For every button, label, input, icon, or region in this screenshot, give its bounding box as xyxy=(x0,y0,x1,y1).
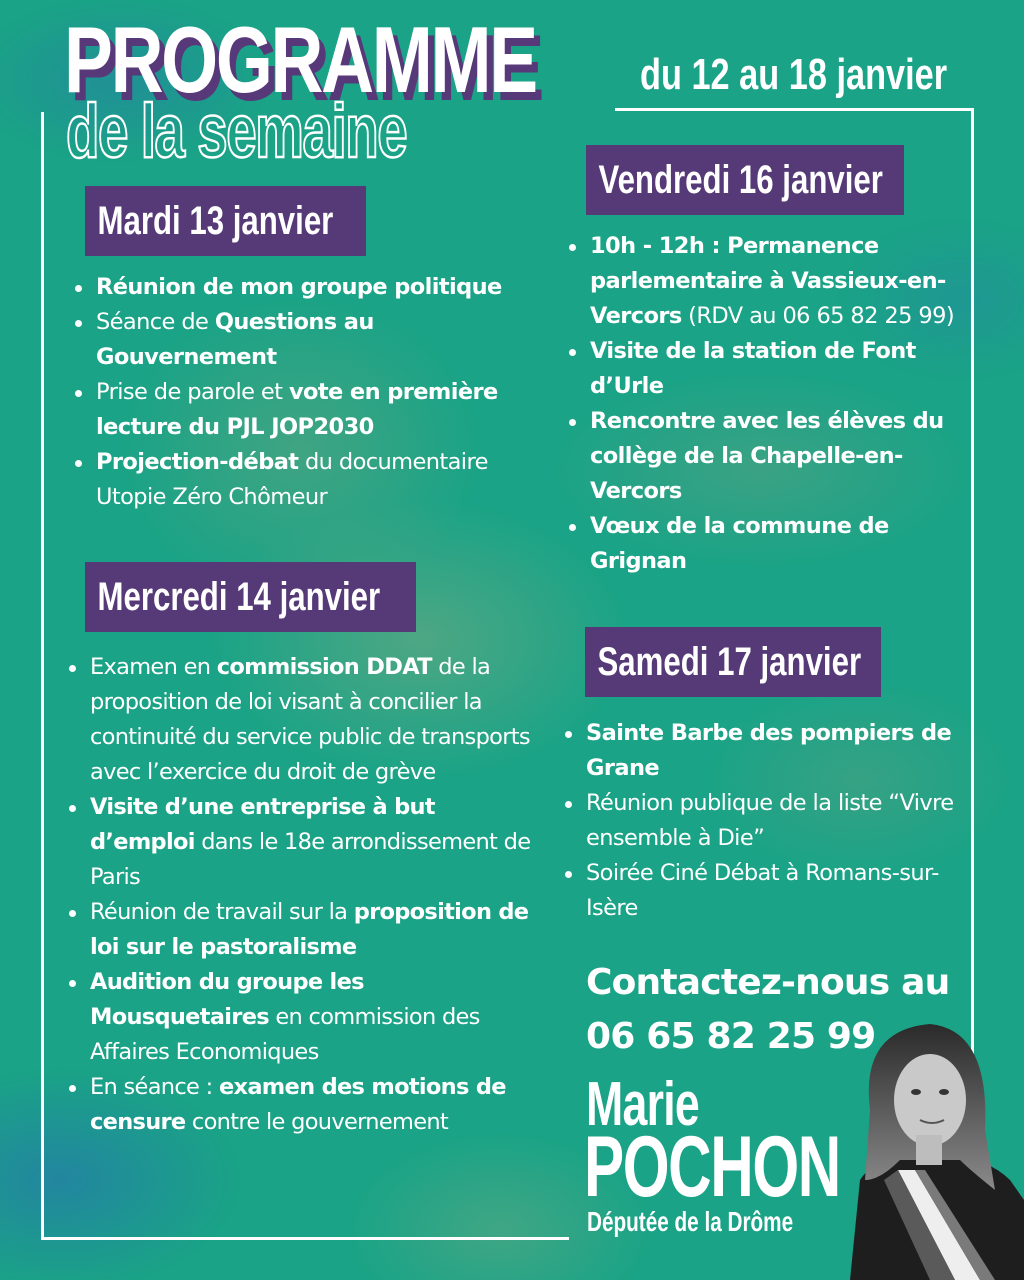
day-header-samedi xyxy=(585,627,881,697)
event-text-bold: examen des motions de censure xyxy=(90,1074,506,1135)
event-text-bold: Rencontre avec les élèves du collège de la Chapelle-en-Vercors xyxy=(590,408,944,504)
event-item xyxy=(70,375,540,445)
event-text: du documentaire Utopie Zéro Chômeur xyxy=(96,449,488,510)
frame-line-top xyxy=(615,108,974,111)
event-item xyxy=(564,509,964,579)
event-list-mardi xyxy=(70,270,540,515)
event-text-bold: Projection-débat xyxy=(96,449,299,475)
event-text: de la proposition de loi visant à concilier la continuité du service public de transports avec l’exercice du droit de grève xyxy=(90,654,530,785)
day-header-vendredi xyxy=(586,145,904,215)
event-text: en commission des Affaires Economiques xyxy=(90,1004,480,1065)
event-text-bold: Questions au Gouvernement xyxy=(96,309,374,370)
event-text: Séance de xyxy=(96,309,215,335)
day-header-mercredi xyxy=(85,562,416,632)
event-text-bold: Sainte Barbe des pompiers de Grane xyxy=(586,720,952,781)
event-text: contre le gouvernement xyxy=(185,1109,449,1135)
contact-label: Contactez-nous au xyxy=(586,962,950,1003)
event-item xyxy=(64,650,544,790)
event-text: Soirée Ciné Débat à Romans-sur-Isère xyxy=(586,860,939,921)
signature-role: Députée de la Drôme xyxy=(587,1206,794,1237)
event-item xyxy=(64,895,544,965)
event-item xyxy=(564,229,964,334)
event-item xyxy=(560,856,960,926)
event-text-bold: proposition de loi sur le pastoralisme xyxy=(90,899,529,960)
event-list-vendredi xyxy=(564,229,964,579)
event-item xyxy=(64,965,544,1070)
event-text-bold: Visite d’une entreprise à but d’emploi xyxy=(90,794,435,855)
event-text: dans le 18e arrondissement de Paris xyxy=(90,829,531,890)
event-item xyxy=(560,716,960,786)
day-header-mardi xyxy=(85,186,366,256)
date-range: du 12 au 18 janvier xyxy=(640,50,948,99)
event-text-bold: Vœux de la commune de Grignan xyxy=(590,513,889,574)
event-text-bold: Réunion de mon groupe politique xyxy=(96,274,502,300)
event-text: Réunion de travail sur la xyxy=(90,899,354,925)
contact-phone: 06 65 82 25 99 xyxy=(586,1016,876,1057)
frame-line-bottom xyxy=(41,1237,569,1240)
day-label: Vendredi 16 janvier xyxy=(598,157,883,202)
event-item xyxy=(564,404,964,509)
event-item xyxy=(70,270,540,305)
event-item xyxy=(564,334,964,404)
event-item xyxy=(70,445,540,515)
event-text: Réunion publique de la liste “Vivre ensemble à Die” xyxy=(586,790,954,851)
signature-last-name: POCHON xyxy=(584,1119,840,1215)
event-item xyxy=(64,1070,544,1140)
event-text-bold: vote en première lecture du PJL JOP2030 xyxy=(96,379,498,440)
signature-first-name: Marie xyxy=(586,1070,700,1139)
event-text-bold: Audition du groupe les Mousquetaires xyxy=(90,969,364,1030)
event-text: Prise de parole et xyxy=(96,379,289,405)
event-text-bold: 10h - 12h : Permanence parlementaire à Vassieux-en-Vercors xyxy=(590,233,946,329)
event-text-bold: commission DDAT xyxy=(216,654,432,680)
page-subtitle: de la semaine xyxy=(66,89,407,174)
event-text: (RDV au 06 65 82 25 99) xyxy=(681,303,955,329)
event-list-samedi xyxy=(560,716,960,926)
frame-line-left xyxy=(41,112,44,1240)
event-item xyxy=(64,790,544,895)
frame-line-right xyxy=(971,108,974,1108)
event-text: Examen en xyxy=(90,654,217,680)
event-text: En séance : xyxy=(90,1074,219,1100)
event-item xyxy=(560,786,960,856)
page-title: PROGRAMME xyxy=(64,7,536,112)
day-label: Mardi 13 janvier xyxy=(97,198,334,243)
day-label: Samedi 17 janvier xyxy=(597,639,862,684)
event-item xyxy=(70,305,540,375)
event-text-bold: Visite de la station de Font d’Urle xyxy=(590,338,916,399)
day-label: Mercredi 14 janvier xyxy=(97,574,381,619)
contact-block xyxy=(586,956,949,1064)
event-list-mercredi xyxy=(64,650,544,1140)
